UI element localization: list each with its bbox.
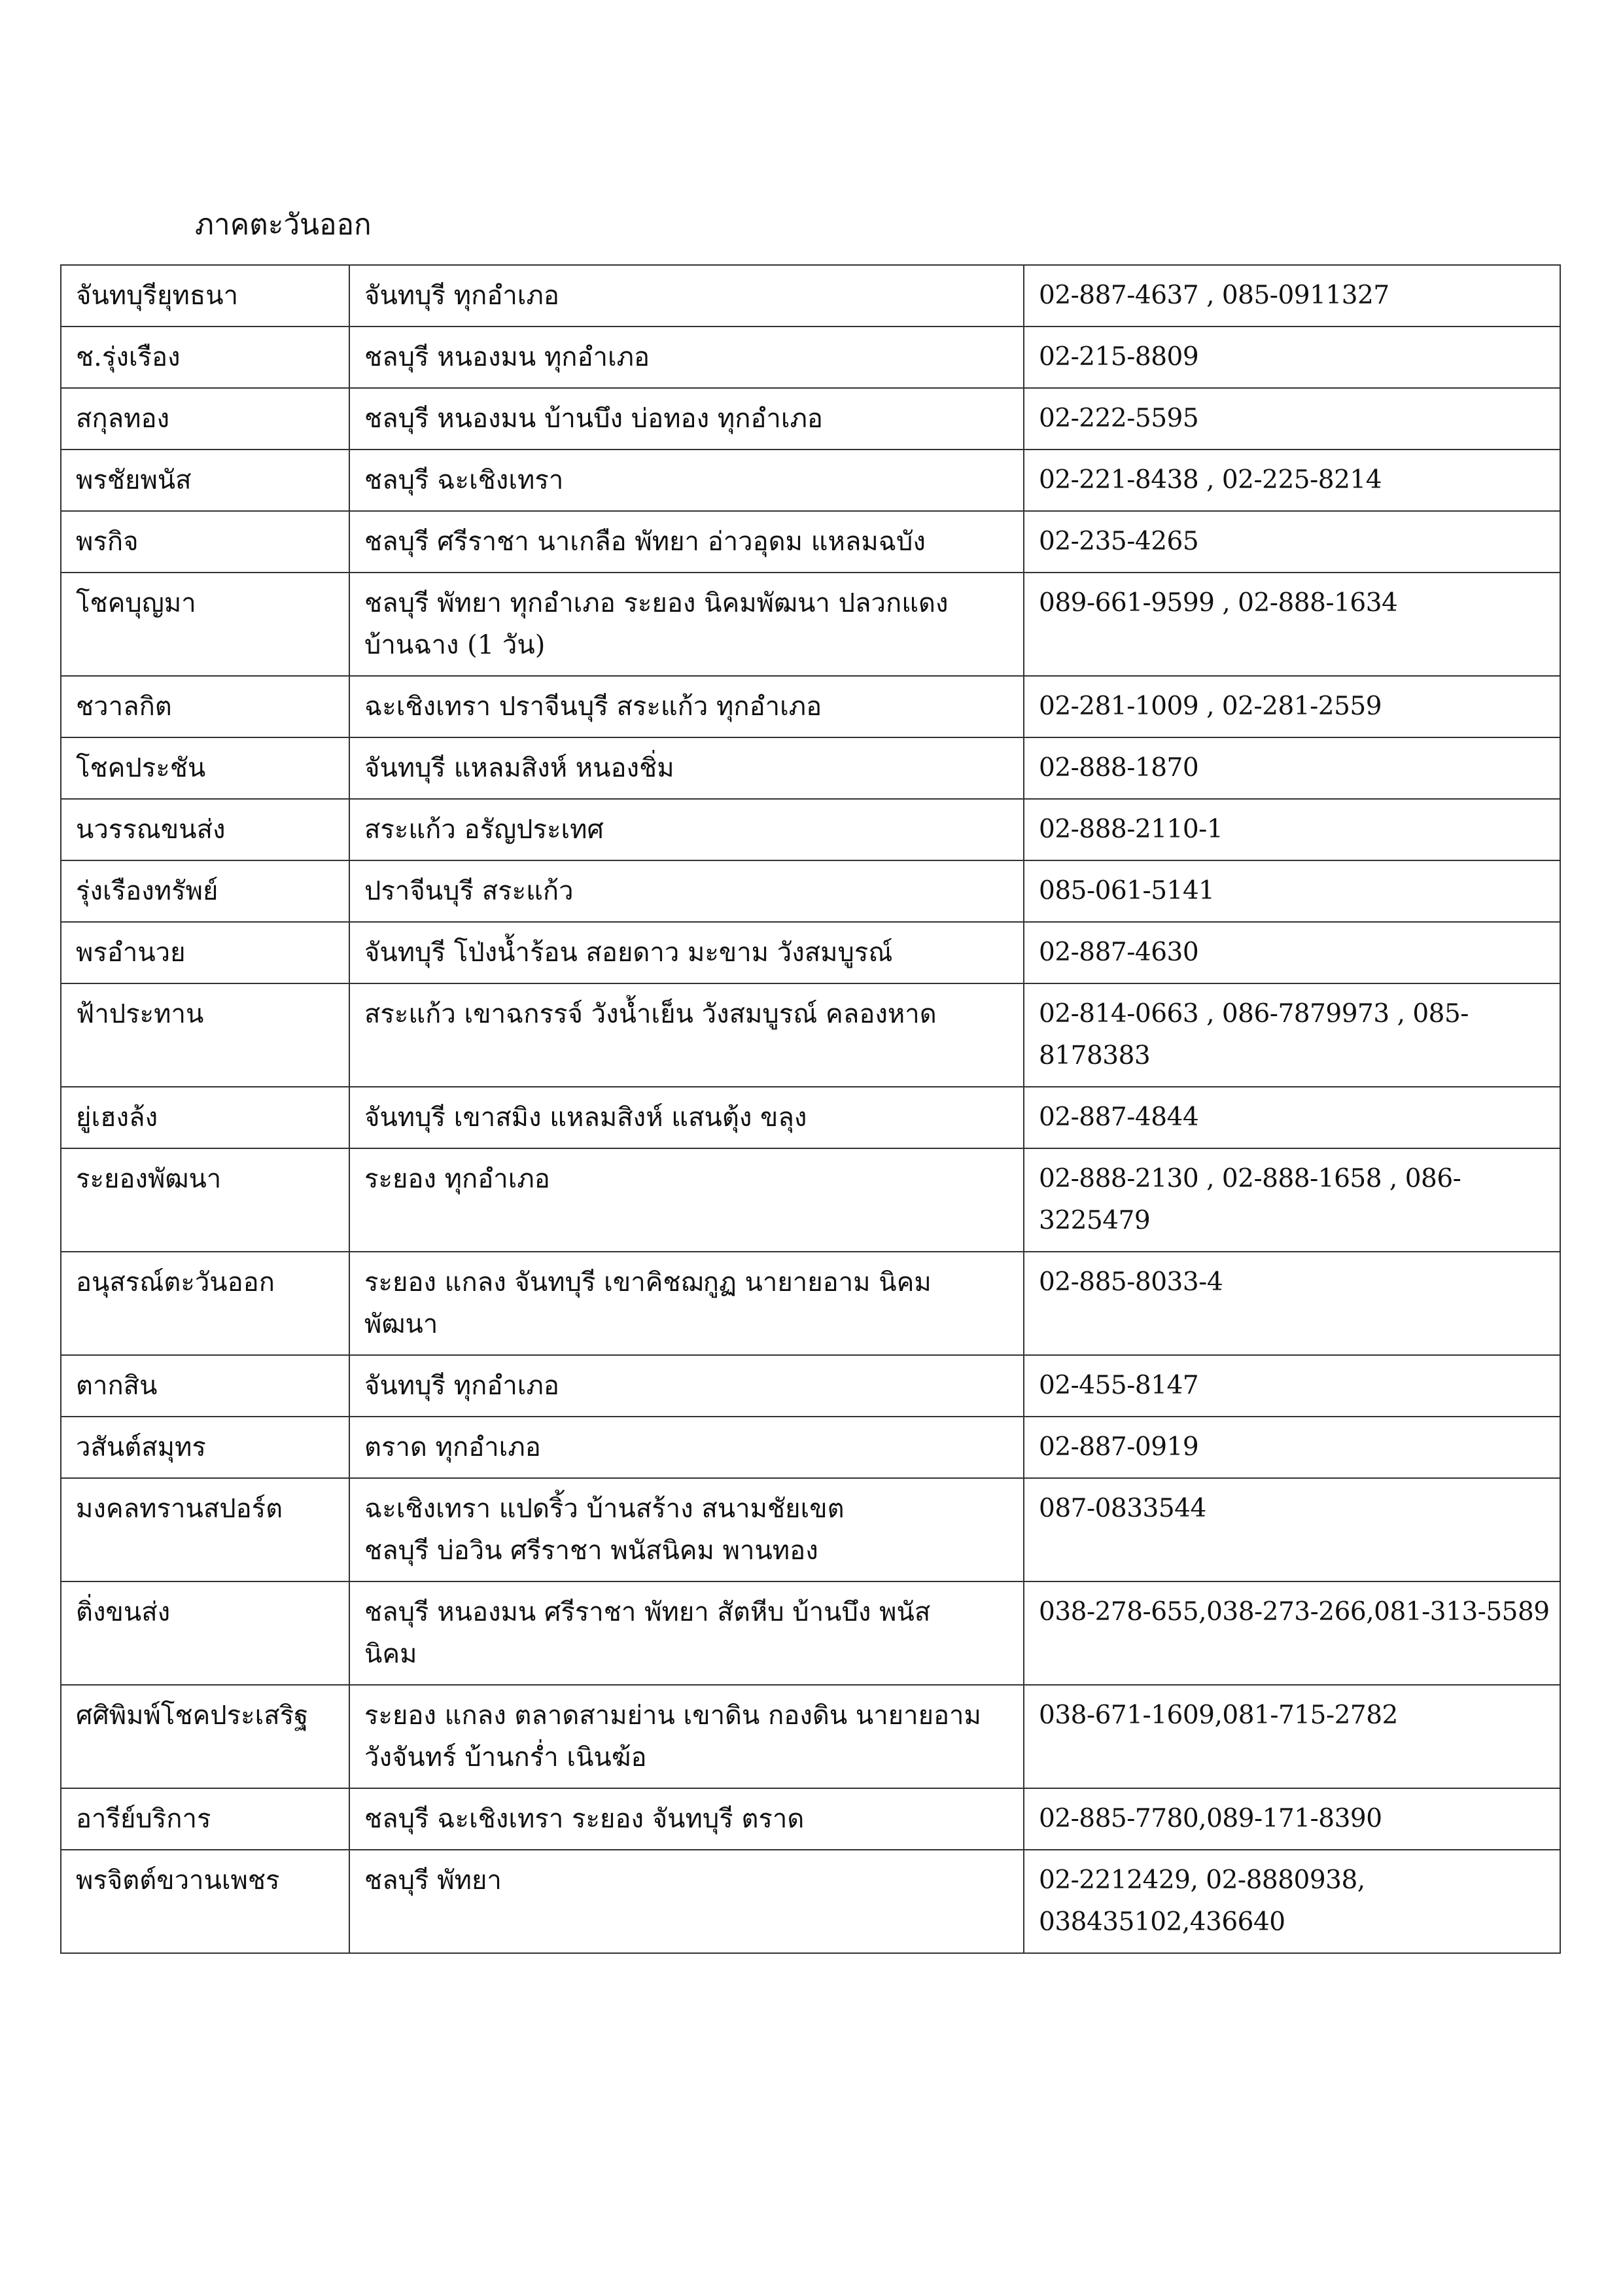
phone-cell: 038-278-655,038-273-266,081-313-5589 [1024, 1581, 1560, 1685]
company-cell: อารีย์บริการ [61, 1788, 349, 1850]
service-area-cell: ฉะเชิงเทรา ปราจีนบุรี สระแก้ว ทุกอำเภอ [349, 676, 1024, 737]
service-area-cell: ชลบุรี ฉะเชิงเทรา ระยอง จันทบุรี ตราด [349, 1788, 1024, 1850]
company-cell: พรกิจ [61, 511, 349, 573]
phone-cell: 02-814-0663 , 086-7879973 , 085-8178383 [1024, 983, 1560, 1087]
service-area-cell: สระแก้ว เขาฉกรรจ์ วังน้ำเย็น วังสมบูรณ์ คลองหาด [349, 983, 1024, 1087]
company-cell: โชคประชัน [61, 737, 349, 799]
phone-cell: 02-887-4637 , 085-0911327 [1024, 265, 1560, 327]
table-row [61, 1148, 1560, 1252]
page-heading: ภาคตะวันออก [195, 208, 372, 241]
company-cell: โชคบุญมา [61, 573, 349, 676]
table-row [61, 265, 1560, 327]
company-cell: พรอำนวย [61, 922, 349, 983]
company-cell: ฟ้าประทาน [61, 983, 349, 1087]
table-row [61, 983, 1560, 1087]
company-cell: ติ่งขนส่ง [61, 1581, 349, 1685]
company-cell: ตากสิน [61, 1355, 349, 1417]
company-cell: นวรรณขนส่ง [61, 799, 349, 860]
company-cell: ชวาลกิต [61, 676, 349, 737]
company-cell: พรจิตต์ขวานเพชร [61, 1850, 349, 1953]
company-cell: ระยองพัฒนา [61, 1148, 349, 1252]
service-area-cell: ชลบุรี พัทยา [349, 1850, 1024, 1953]
service-area-cell: จันทบุรี เขาสมิง แหลมสิงห์ แสนตุ้ง ขลุง [349, 1087, 1024, 1148]
table-row [61, 1417, 1560, 1478]
phone-cell: 02-887-4844 [1024, 1087, 1560, 1148]
table-body [61, 265, 1560, 1953]
service-area-cell: ปราจีนบุรี สระแก้ว [349, 860, 1024, 922]
company-cell: ยู่เฮงล้ง [61, 1087, 349, 1148]
table-row [61, 1478, 1560, 1581]
phone-cell: 089-661-9599 , 02-888-1634 [1024, 573, 1560, 676]
service-area-cell: ฉะเชิงเทรา แปดริ้ว บ้านสร้าง สนามชัยเขต ชลบุรี บ่อวิน ศรีราชา พนัสนิคม พานทอง [349, 1478, 1024, 1581]
service-area-cell: ชลบุรี พัทยา ทุกอำเภอ ระยอง นิคมพัฒนา ปลวกแดง บ้านฉาง (1 วัน) [349, 573, 1024, 676]
service-area-cell: ชลบุรี ศรีราชา นาเกลือ พัทยา อ่าวอุดม แหลมฉบัง [349, 511, 1024, 573]
phone-cell: 02-885-8033-4 [1024, 1252, 1560, 1355]
service-area-cell: จันทบุรี แหลมสิงห์ หนองชิ่ม [349, 737, 1024, 799]
table-row [61, 573, 1560, 676]
phone-cell: 02-222-5595 [1024, 388, 1560, 450]
company-cell: มงคลทรานสปอร์ต [61, 1478, 349, 1581]
table-row [61, 737, 1560, 799]
table-row [61, 1850, 1560, 1953]
table-row [61, 676, 1560, 737]
company-cell: วสันต์สมุทร [61, 1417, 349, 1478]
company-cell: สกุลทอง [61, 388, 349, 450]
phone-cell: 02-887-0919 [1024, 1417, 1560, 1478]
phone-cell: 02-281-1009 , 02-281-2559 [1024, 676, 1560, 737]
service-area-cell: ระยอง แกลง จันทบุรี เขาคิชฌกูฏ นายายอาม นิคม พัฒนา [349, 1252, 1024, 1355]
service-area-cell: ชลบุรี หนองมน ศรีราชา พัทยา สัตหีบ บ้านบึง พนัส นิคม [349, 1581, 1024, 1685]
phone-cell: 02-215-8809 [1024, 327, 1560, 388]
company-cell: อนุสรณ์ตะวันออก [61, 1252, 349, 1355]
company-cell: ศศิพิมพ์โชคประเสริฐ [61, 1685, 349, 1788]
table-row [61, 1685, 1560, 1788]
company-cell: รุ่งเรืองทรัพย์ [61, 860, 349, 922]
service-area-cell: สระแก้ว อรัญประเทศ [349, 799, 1024, 860]
table-row [61, 1252, 1560, 1355]
phone-cell: 087-0833544 [1024, 1478, 1560, 1581]
table-row [61, 799, 1560, 860]
company-cell: พรชัยพนัส [61, 450, 349, 511]
phone-cell: 02-2212429, 02-8880938, 038435102,436640 [1024, 1850, 1560, 1953]
table-row [61, 450, 1560, 511]
phone-cell: 02-888-2110-1 [1024, 799, 1560, 860]
phone-cell: 02-888-1870 [1024, 737, 1560, 799]
phone-cell: 02-888-2130 , 02-888-1658 , 086-3225479 [1024, 1148, 1560, 1252]
service-area-cell: จันทบุรี ทุกอำเภอ [349, 265, 1024, 327]
phone-cell: 02-885-7780,089-171-8390 [1024, 1788, 1560, 1850]
transport-directory-table [60, 264, 1561, 1954]
service-area-cell: ชลบุรี ฉะเชิงเทรา [349, 450, 1024, 511]
phone-cell: 085-061-5141 [1024, 860, 1560, 922]
table-row [61, 327, 1560, 388]
company-cell: จันทบุรียุทธนา [61, 265, 349, 327]
table-row [61, 922, 1560, 983]
service-area-cell: ระยอง แกลง ตลาดสามย่าน เขาดิน กองดิน นายายอาม วังจันทร์ บ้านกร่ำ เนินฆ้อ [349, 1685, 1024, 1788]
table-row [61, 1788, 1560, 1850]
table-row [61, 1355, 1560, 1417]
service-area-cell: จันทบุรี ทุกอำเภอ [349, 1355, 1024, 1417]
company-cell: ช.รุ่งเรือง [61, 327, 349, 388]
service-area-cell: จันทบุรี โป่งน้ำร้อน สอยดาว มะขาม วังสมบูรณ์ [349, 922, 1024, 983]
table-row [61, 1087, 1560, 1148]
service-area-cell: ชลบุรี หนองมน บ้านบึง บ่อทอง ทุกอำเภอ [349, 388, 1024, 450]
table-row [61, 860, 1560, 922]
service-area-cell: ตราด ทุกอำเภอ [349, 1417, 1024, 1478]
phone-cell: 02-887-4630 [1024, 922, 1560, 983]
table-row [61, 388, 1560, 450]
phone-cell: 02-235-4265 [1024, 511, 1560, 573]
service-area-cell: ระยอง ทุกอำเภอ [349, 1148, 1024, 1252]
table-row [61, 511, 1560, 573]
service-area-cell: ชลบุรี หนองมน ทุกอำเภอ [349, 327, 1024, 388]
phone-cell: 038-671-1609,081-715-2782 [1024, 1685, 1560, 1788]
phone-cell: 02-221-8438 , 02-225-8214 [1024, 450, 1560, 511]
table-row [61, 1581, 1560, 1685]
phone-cell: 02-455-8147 [1024, 1355, 1560, 1417]
